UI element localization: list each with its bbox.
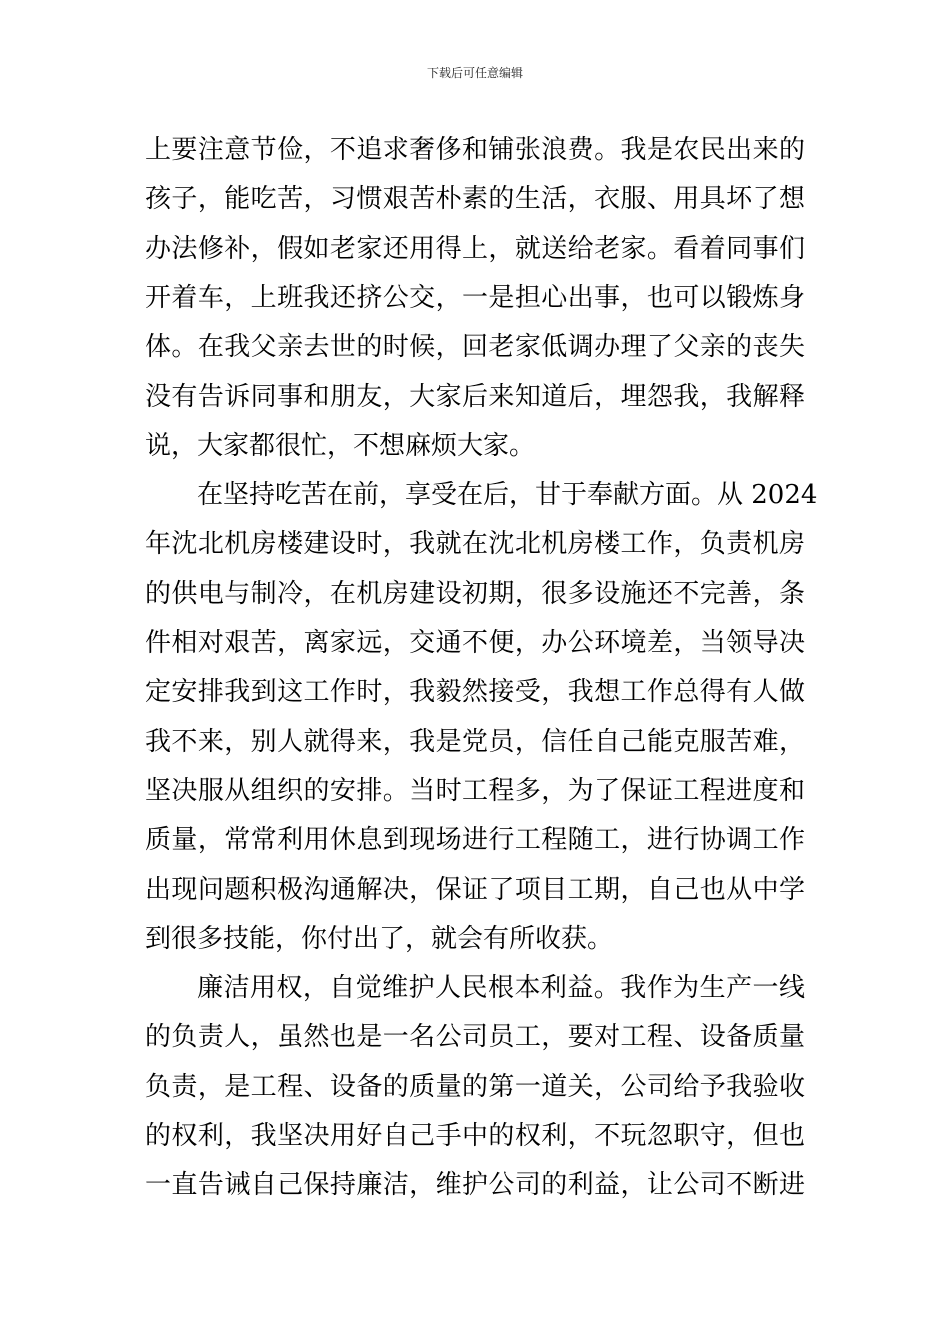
- paragraph-first-line: 在坚持吃苦在前，享受在后，甘于奉献方面。从 2024: [197, 480, 818, 511]
- text-line: 没有告诉同事和朋友，大家后来知道后，埋怨我，我解释: [145, 381, 805, 412]
- paragraph-first-line: 廉洁用权，自觉维护人民根本利益。我作为生产一线: [197, 973, 805, 1004]
- text-line: 的权利，我坚决用好自己手中的权利，不玩忽职守，但也: [145, 1121, 805, 1151]
- text-line: 的负责人，虽然也是一名公司员工，要对工程、设备质量: [145, 1022, 805, 1053]
- text-line: 孩子，能吃苦，习惯艰苦朴素的生活，衣服、用具坏了想: [145, 184, 805, 215]
- text-line: 质量，常常利用休息到现场进行工程随工，进行协调工作: [145, 825, 805, 856]
- text-line: 办法修补，假如老家还用得上，就送给老家。看着同事们: [145, 233, 805, 264]
- text-line: 坚决服从组织的安排。当时工程多，为了保证工程进度和: [145, 775, 805, 806]
- text-line: 说，大家都很忙，不想麻烦大家。: [145, 430, 536, 461]
- text-line: 体。在我父亲去世的时候，回老家低调办理了父亲的丧失: [145, 332, 805, 363]
- text-line: 一直告诫自己保持廉洁，维护公司的利益，让公司不断进: [145, 1170, 805, 1201]
- text-line: 定安排我到这工作时，我毅然接受，我想工作总得有人做: [145, 677, 805, 708]
- text-line: 出现问题积极沟通解决，保证了项目工期，自己也从中学: [145, 874, 805, 905]
- text-line: 件相对艰苦，离家远，交通不便，办公环境差，当领导决: [145, 628, 805, 658]
- text-line: 负责，是工程、设备的质量的第一道关，公司给予我验收: [145, 1071, 805, 1102]
- text-line: 我不来，别人就得来，我是党员，信任自己能克服苦难，: [145, 726, 805, 757]
- text-line: 的供电与制冷，在机房建设初期，很多设施还不完善，条: [145, 578, 805, 609]
- text-line: 到很多技能，你付出了，就会有所收获。: [145, 923, 614, 954]
- text-line: 开着车，上班我还挤公交，一是担心出事，也可以锻炼身: [145, 282, 805, 313]
- text-line: 年沈北机房楼建设时，我就在沈北机房楼工作，负责机房: [145, 529, 805, 560]
- page-header: 下载后可任意编辑: [426, 66, 523, 80]
- text-line: 上要注意节俭，不追求奢侈和铺张浪费。我是农民出来的: [145, 135, 805, 165]
